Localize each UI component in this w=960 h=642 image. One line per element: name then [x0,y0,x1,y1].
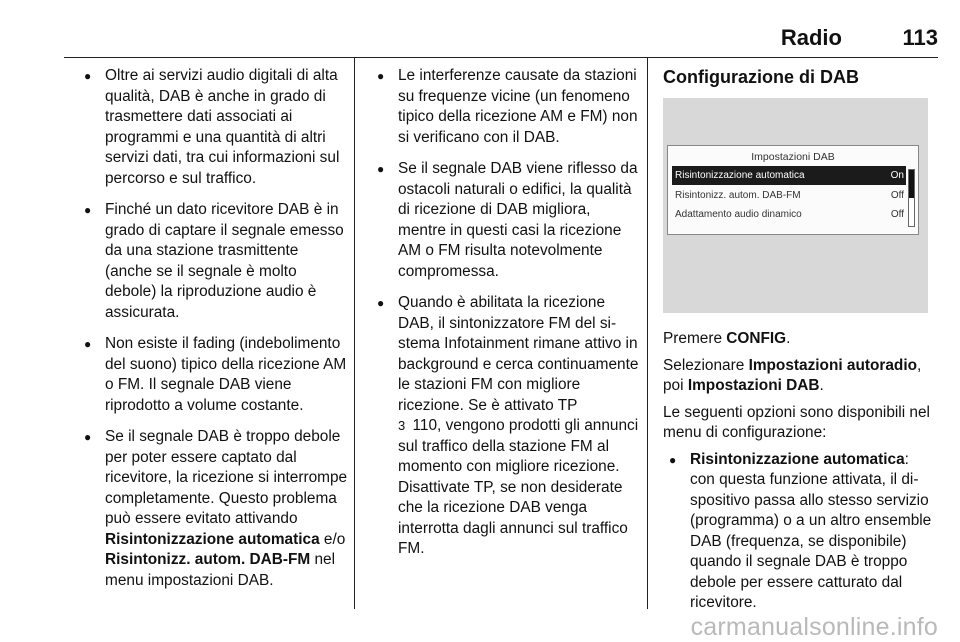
menu-row-dynamic-audio[interactable] [672,205,906,224]
bullet-text: Finché un dato ricevitore DAB è in grado di captare il segnale emesso da una stazione trasmittente (anche se il segnale è molto debole) la riproduzione audio è assicurata. [105,201,344,321]
menu-row-label: Risintonizzazione automatica [675,170,805,181]
menu-row-label: Adattamento audio dinamico [675,209,802,220]
column-right [663,66,935,625]
menu-row-auto-retune[interactable] [672,166,906,185]
bullet-text: Se il segnale DAB è troppo debole per poter essere captato dal ricevitore, la ricezione si interrompe completamente. Questo problema può essere evitato attivando [105,428,348,527]
bullet-text: Non esiste il fading (indebolimento del suono) tipico della ricezione AM o FM. Il segnale DAB viene riprodotto a volume costante. [105,335,347,414]
para-text: . [786,330,791,347]
bold-term: Risintonizz. autom. DAB-FM [105,551,311,568]
bullet-text: Oltre ai servizi audio digitali di alta qualità, DAB è anche in grado di trasmettere dati associati ai programmi e una quantità di altri servizi dati, tra cui informazioni sul percorso e sul traffico. [105,67,340,187]
bullet-text: 110, vengono prodotti gli annunci sul traffico della stazione FM al momento con migliore ricezione. Disattivate TP, se non desiderate che la ricezione DAB venga interrotta dagli annunci sul traffico FM. [398,417,639,557]
page-number: 113 [902,25,938,50]
bullet-text: : [904,450,909,468]
column-left [84,66,348,602]
menu-row-label: Risintonizz. autom. DAB-FM [675,190,801,201]
bullet-fm-background [377,293,639,560]
bold-term: CONFIG [726,330,787,347]
screen-figure [663,98,928,313]
para-text: Premere [663,330,727,347]
bold-term: Impostazioni autoradio [748,356,918,374]
bold-term: Risintonizzazione automatica [690,450,905,468]
menu-row-dab-fm[interactable] [672,186,906,205]
bold-term: Risintonizzazione automatica [105,530,320,548]
bullet-dab-data-services [84,66,348,189]
para-text: , poi [663,356,922,394]
watermark: carmanualsonline.info [690,613,938,641]
menu-row-value: Off [890,190,904,201]
screen-title: Impostazioni DAB [751,151,835,163]
menu-row-value: On [890,170,904,181]
bullet-no-fading [84,334,348,416]
bullet-text: e/o [319,530,346,548]
bullet-text: Se il segnale DAB viene riflesso da ostacoli naturali o edifici, la qualità di ricezione di DAB migliora, mentre in questi casi la ricezione AM o FM risulta notevolmente compromessa. [398,160,638,280]
column-middle [377,66,639,571]
dab-settings-screen [667,145,919,235]
column-divider-right [647,57,648,609]
para-text: . [819,377,824,394]
paragraph-press-config [663,329,935,350]
page-reference-arrow-icon: 3 [398,418,406,433]
scrollbar-thumb[interactable] [909,170,914,198]
screen-scrollbar[interactable] [908,169,915,227]
bullet-interference [377,66,639,148]
bullet-text: con questa funzione attivata, il dispositivo passa allo stesso servizio (programma) o a un altro ensemble DAB (frequenza, se disponibile) quando il segnale DAB è troppo debole per essere catturato dal ricevitore. [690,471,932,611]
paragraph-select-settings [663,356,935,397]
bullet-text: nel menu impostazioni DAB. [105,551,336,589]
column-divider-left [354,57,355,609]
bullet-reflection [377,159,639,282]
bullet-weak-signal [84,200,348,323]
bullet-text: Quando è abilitata la ricezione DAB, il sintonizzatore FM del sistema Infotainment rimane attivo in background e cerca continuamente le stazioni FM con migliore ricezione. Se è attivato TP [398,294,639,414]
bullet-signal-too-weak [84,427,348,591]
header-rule [64,57,938,58]
para-text: Selezionare [663,356,749,374]
menu-row-value: Off [890,209,904,220]
header-title: Radio [780,25,842,50]
paragraph-options-available: Le seguenti opzioni sono disponibili nel menu di configurazione: [663,403,930,441]
bullet-auto-retune [669,450,935,614]
section-heading: Configurazione di DAB [663,67,859,87]
bullet-text: Le interferenze causate da stazioni su frequenze vicine (un fenomeno tipico della ricezione AM e FM) non si verificano con il DAB. [398,67,638,146]
bold-term: Impostazioni DAB [687,377,820,394]
